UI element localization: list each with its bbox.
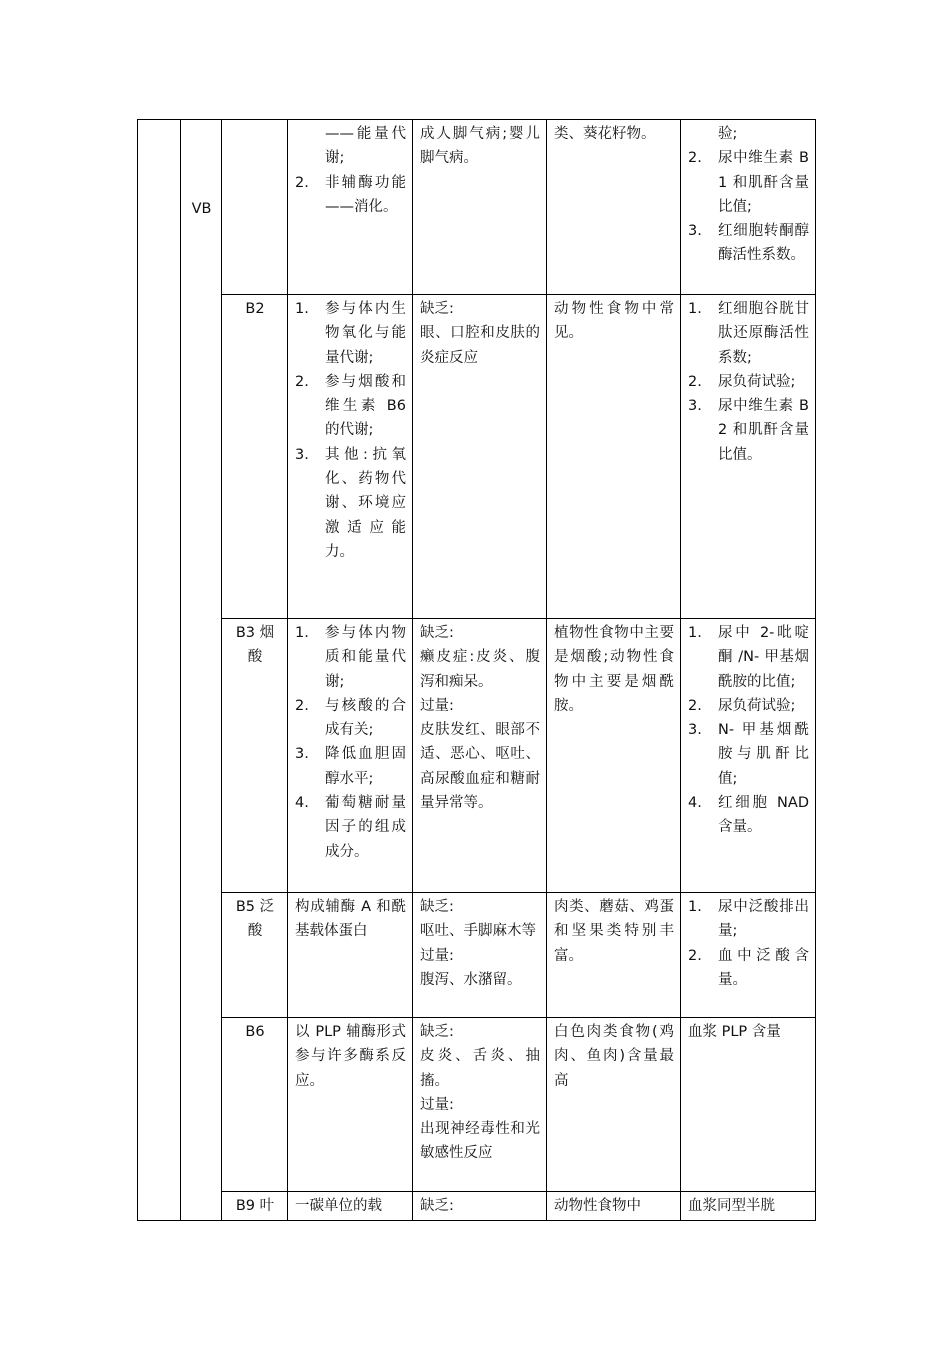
list-item [295, 297, 406, 370]
list-item [295, 443, 406, 564]
item-text: 与核酸的合成有关; [325, 697, 406, 739]
group-heading: 过量: [420, 697, 454, 714]
cell-text: 动物性食物中 [554, 1198, 641, 1214]
table-row [138, 120, 816, 295]
item-text: 非辅酶功能——消化。 [325, 174, 406, 215]
cell-text: 血浆 PLP 含量 [688, 1024, 781, 1040]
group-text: 出现神经毒性和光敏感性反应 [420, 1121, 540, 1162]
numbered-list [688, 122, 809, 268]
list-item [688, 895, 809, 944]
group-heading: 过量: [420, 947, 454, 964]
list-item [688, 297, 809, 370]
assessment-cell [681, 1192, 816, 1221]
food-sources-cell [547, 120, 681, 295]
assessment-cell [681, 295, 816, 619]
cell-text: 植物性食物中主要是烟酸;动物性食物中主要是烟酰胺。 [554, 625, 674, 714]
list-item [295, 370, 406, 443]
function-cell [288, 1018, 413, 1192]
category-cell [181, 120, 222, 1221]
cell-text: 成人脚气病;婴儿脚气病。 [420, 126, 540, 167]
list-item [295, 694, 406, 743]
food-sources-cell [547, 1018, 681, 1192]
list-item [295, 742, 406, 791]
item-text: 参与体内生物氧化与能量代谢; [325, 301, 406, 366]
item-number: 2. [295, 373, 309, 390]
item-text: 红细胞 NAD 含量。 [718, 795, 809, 836]
food-sources-cell [547, 619, 681, 893]
outer-left-column [138, 120, 181, 1221]
item-number [295, 122, 325, 171]
list-item [688, 394, 809, 467]
item-text: N- 甲基烟酰胺与肌酐比值; [718, 722, 809, 787]
item-text: 尿负荷试验; [718, 697, 796, 714]
vitamin-name: B6 [245, 1024, 265, 1040]
function-cell [288, 619, 413, 893]
list-item [688, 791, 809, 840]
category-wrap [188, 122, 215, 297]
item-number: 3. [688, 722, 702, 739]
item-number: 1. [688, 899, 702, 915]
item-text: 尿中维生素 B2 和肌酐含量比值。 [718, 398, 809, 463]
list-item [688, 146, 809, 219]
cell-text: 白色肉类食物(鸡肉、鱼肉)含量最高 [554, 1024, 674, 1089]
group-heading: 缺乏: [420, 625, 454, 641]
item-number: 2. [688, 150, 702, 167]
cell-text: 动物性食物中常见。 [554, 301, 674, 342]
symptoms-cell [413, 893, 547, 1018]
assessment-cell [681, 893, 816, 1018]
vitamin-name-cell [222, 893, 288, 1018]
numbered-list [295, 122, 406, 219]
vitamin-name: B9 叶 [235, 1198, 275, 1214]
list-item [688, 621, 809, 694]
function-cell [288, 1192, 413, 1221]
list-item [688, 219, 809, 268]
table-row [138, 619, 816, 893]
symptoms-cell [413, 295, 547, 619]
symptoms-cell [413, 619, 547, 893]
item-text: 血中泛酸含量。 [718, 947, 809, 988]
item-text: 其他:抗氧化、药物代谢、环境应激适应能力。 [325, 446, 406, 560]
assessment-cell [681, 1018, 816, 1192]
numbered-list [688, 297, 809, 467]
category-label: VB [191, 201, 212, 218]
item-text: 尿中维生素 B1 和肌酐含量比值; [718, 150, 809, 215]
vitamin-name-cell [222, 1018, 288, 1192]
vitamin-name-cell [222, 295, 288, 619]
vitamin-name-cell [222, 120, 288, 295]
numbered-list [688, 621, 809, 840]
item-text: 参与烟酸和维生素 B6 的代谢; [325, 373, 406, 439]
group-text: 腹泻、水潴留。 [420, 971, 522, 988]
symptoms-cell [413, 120, 547, 295]
assessment-cell [681, 619, 816, 893]
table-row [138, 893, 816, 1018]
numbered-list [295, 297, 406, 564]
item-text: 验; [718, 126, 738, 142]
list-item [688, 718, 809, 791]
group-text: 眼、口腔和皮肤的炎症反应 [420, 325, 540, 366]
item-text: ——能量代谢; [325, 126, 406, 167]
group-text: 癞皮症:皮炎、腹泻和痴呆。 [420, 649, 540, 690]
group-heading: 缺乏: [420, 301, 454, 317]
list-item [688, 694, 809, 718]
group-text: 呕吐、手脚麻木等 [420, 923, 536, 940]
item-text: 尿中 2-吡啶酮 /N- 甲基烟酰胺的比值; [718, 625, 809, 690]
item-number [688, 122, 718, 146]
cell-text: 以 PLP 辅酶形式参与许多酶系反应。 [295, 1024, 406, 1089]
item-number: 2. [295, 174, 309, 191]
food-sources-cell [547, 295, 681, 619]
item-number: 1. [295, 301, 309, 317]
vitamin-name-cell [222, 619, 288, 893]
item-number: 2. [688, 373, 702, 390]
function-cell [288, 893, 413, 1018]
food-sources-cell [547, 1192, 681, 1221]
assessment-cell [681, 120, 816, 295]
list-item [295, 171, 406, 220]
item-number: 4. [688, 795, 702, 812]
list-item [295, 621, 406, 694]
item-number: 3. [688, 398, 702, 415]
item-number: 1. [295, 625, 309, 641]
symptoms-cell [413, 1192, 547, 1221]
item-number: 1. [688, 301, 702, 317]
cell-text: 一碳单位的载 [295, 1198, 382, 1214]
item-text: 葡萄糖耐量因子的组成成分。 [325, 795, 406, 860]
list-item [688, 122, 809, 146]
cell-text: 类、葵花籽物。 [554, 126, 656, 142]
group-text: 皮炎、舌炎、抽搐。 [420, 1048, 540, 1089]
cell-text: 构成辅酶 A 和酰基载体蛋白 [295, 899, 406, 940]
group-heading: 缺乏: [420, 1198, 454, 1214]
group-heading: 过量: [420, 1096, 454, 1113]
item-number: 2. [688, 947, 702, 964]
group-text: 皮肤发红、眼部不适、恶心、呕吐、高尿酸血症和糖耐量异常等。 [420, 722, 540, 812]
function-cell [288, 120, 413, 295]
item-text: 红细胞谷胱甘肽还原酶活性系数; [718, 301, 809, 366]
numbered-list [688, 895, 809, 992]
vitamin-name: B3 烟酸 [235, 625, 275, 666]
item-number: 3. [295, 746, 309, 763]
cell-text: 血浆同型半胱 [688, 1198, 775, 1214]
vitamin-table [137, 119, 816, 1221]
food-sources-cell [547, 893, 681, 1018]
item-number: 1. [688, 625, 702, 641]
numbered-list [295, 621, 406, 864]
list-item [295, 122, 406, 171]
table-row [138, 295, 816, 619]
item-number: 2. [688, 697, 702, 714]
item-text: 尿负荷试验; [718, 373, 796, 390]
list-item [688, 944, 809, 993]
item-text: 红细胞转酮醇酶活性系数。 [718, 223, 809, 264]
list-item [295, 791, 406, 864]
function-cell [288, 295, 413, 619]
vitamin-name-cell [222, 1192, 288, 1221]
item-number: 3. [295, 446, 309, 463]
vitamin-name: B5 泛酸 [235, 899, 275, 940]
vitamin-name: B2 [245, 301, 265, 317]
group-heading: 缺乏: [420, 1024, 454, 1040]
table-row [138, 1018, 816, 1192]
item-text: 参与体内物质和能量代谢; [325, 625, 406, 690]
item-number: 3. [688, 223, 702, 240]
cell-text: 肉类、蘑菇、鸡蛋和坚果类特别丰富。 [554, 899, 674, 964]
group-heading: 缺乏: [420, 899, 454, 915]
item-number: 4. [295, 795, 309, 812]
item-text: 尿中泛酸排出量; [718, 899, 809, 940]
table-row [138, 1192, 816, 1221]
list-item [688, 370, 809, 394]
item-text: 降低血胆固醇水平; [325, 746, 406, 787]
symptoms-cell [413, 1018, 547, 1192]
item-number: 2. [295, 697, 309, 714]
